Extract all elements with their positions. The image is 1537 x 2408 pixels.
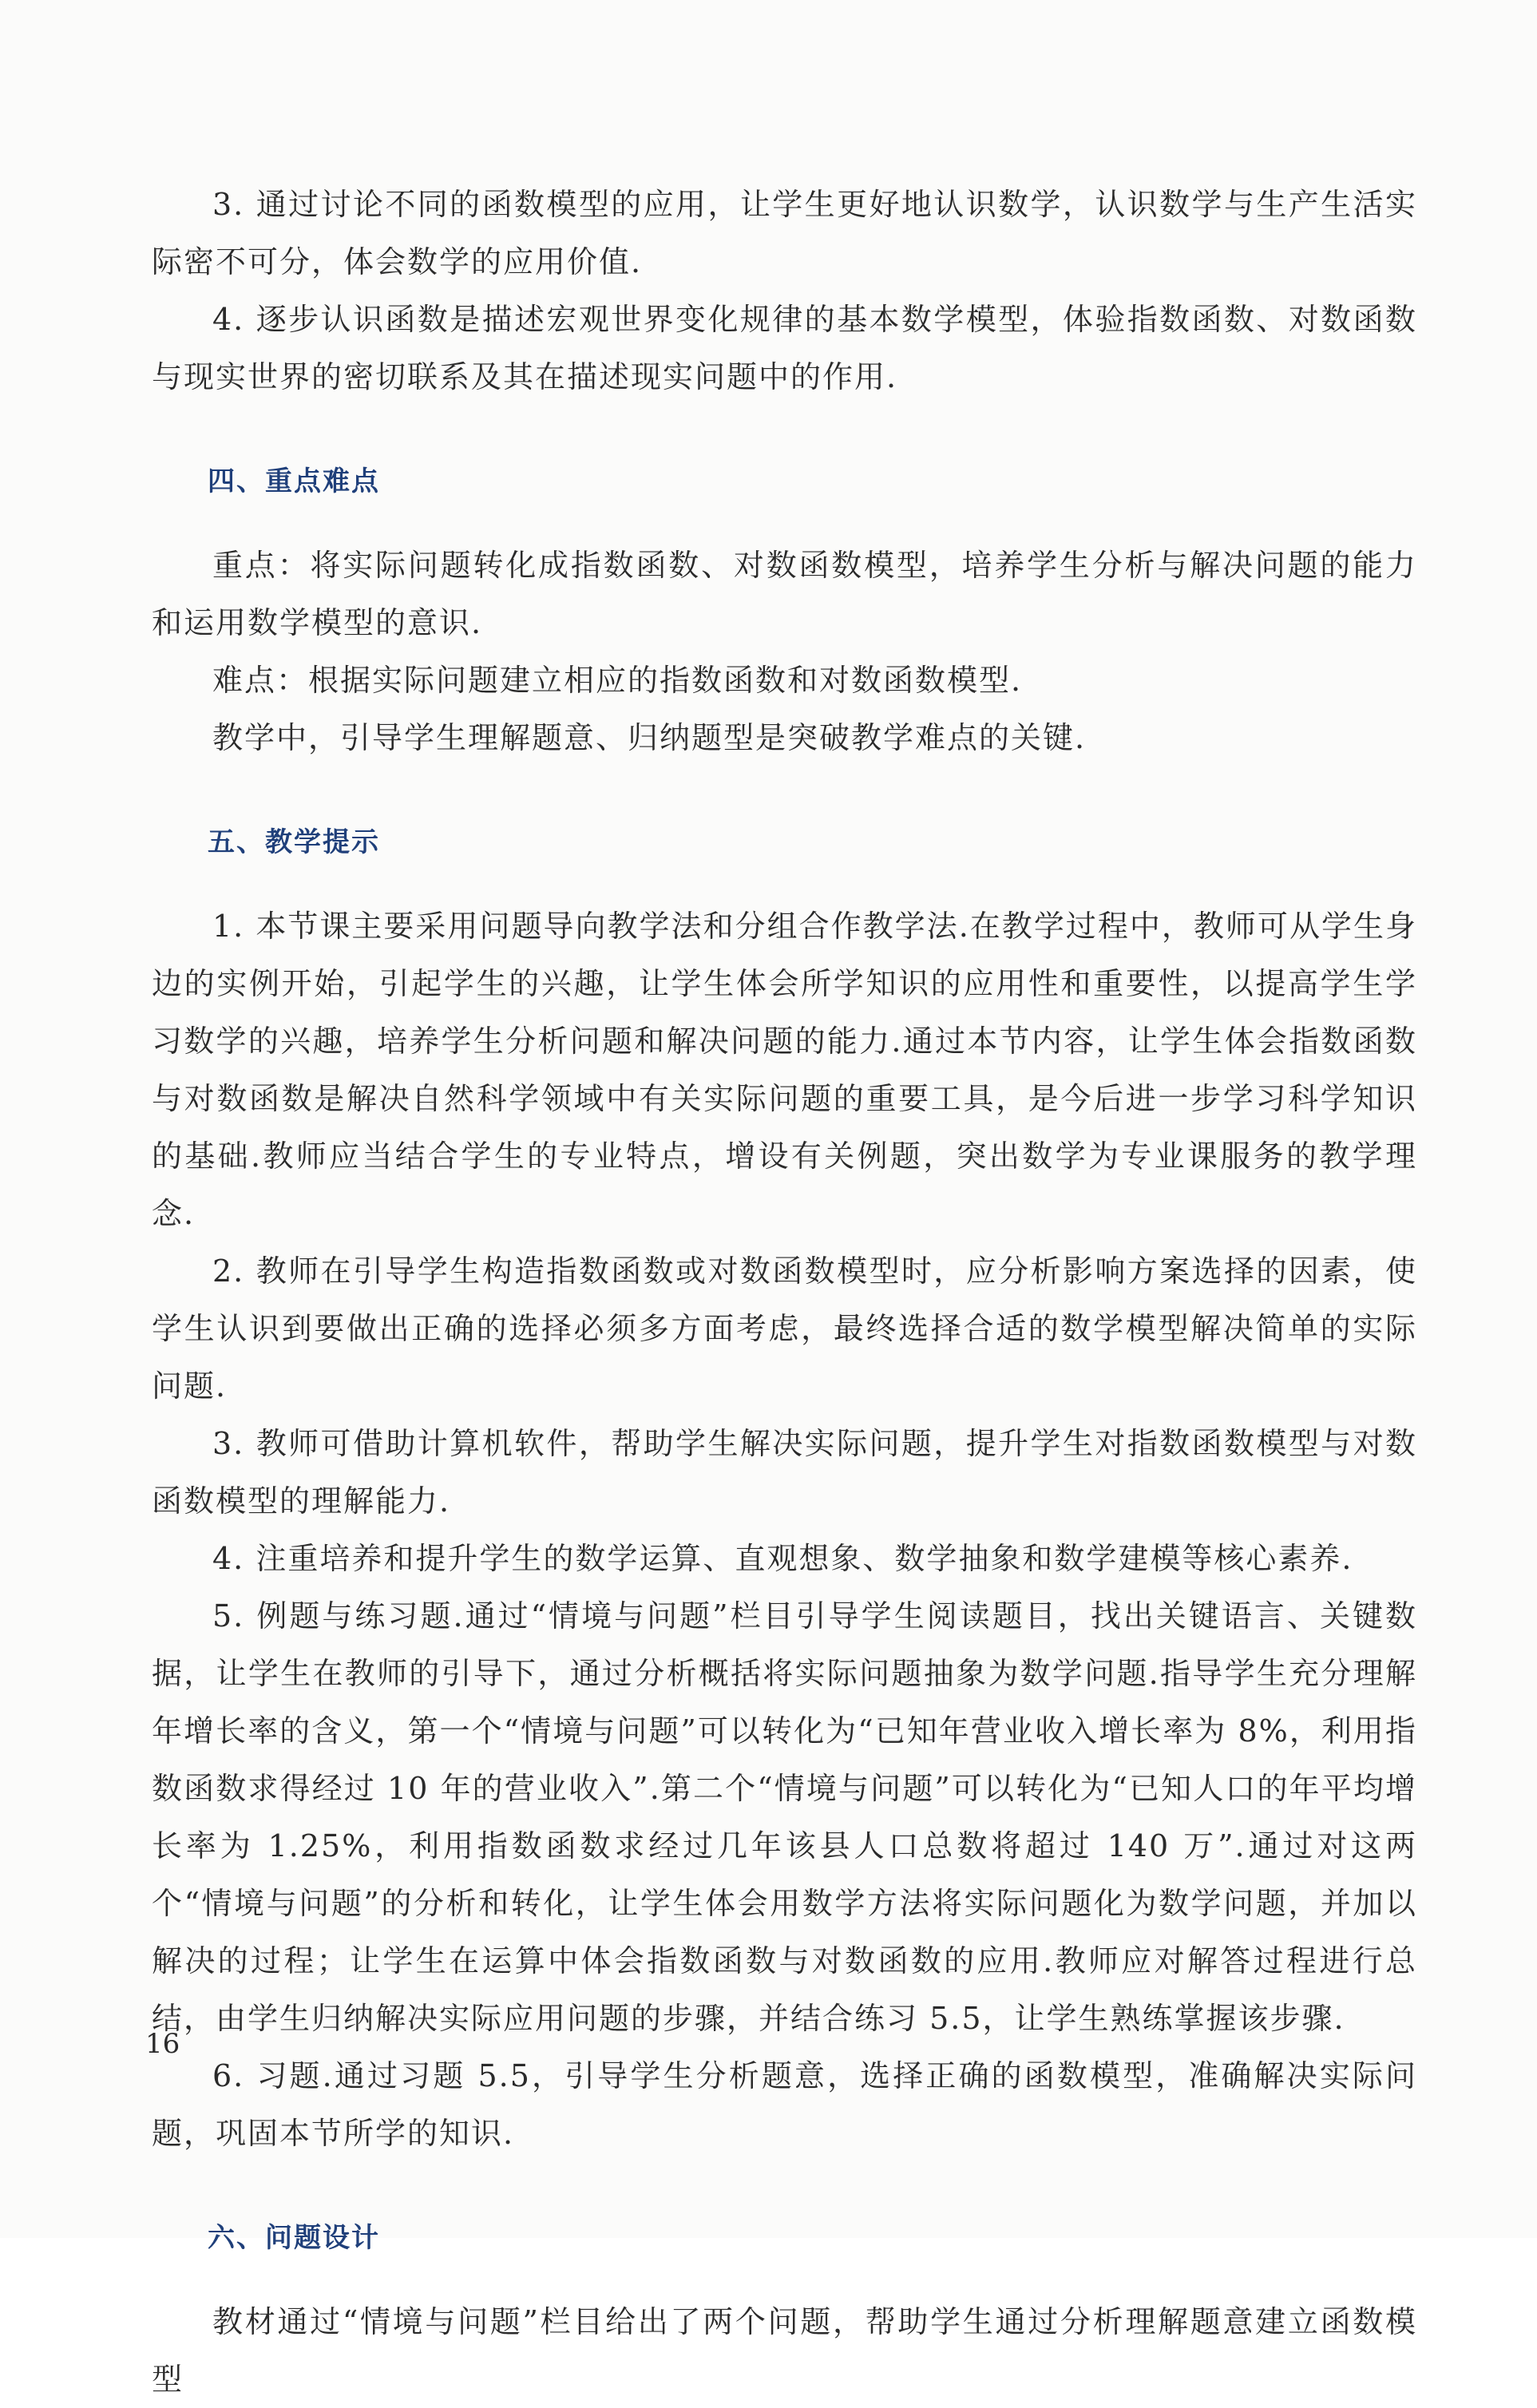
teaching-tip-1: 1. 本节课主要采用问题导向教学法和分组合作教学法.在教学过程中，教师可从学生身边的实例开始，引起学生的兴趣，让学生体会所学知识的应用性和重要性，以提高学生学习数学的兴趣，培养学生分析问题和解决问题的能力.通过本节内容，让学生体会指数函数与对数函数是解决自然科学领域中有关实际问题的重要工具，是今后进一步学习科学知识的基础.教师应当结合学生的专业特点，增设有关例题，突出数学为专业课服务的教学理念. <box>152 909 1417 1231</box>
intro-item-3: 3. 通过讨论不同的函数模型的应用，让学生更好地认识数学，认识数学与生产生活实际密不可分，体会数学的应用价值. <box>152 187 1417 279</box>
teaching-tip-6: 6. 习题.通过习题 5.5，引导学生分析题意，选择正确的函数模型，准确解决实际问题，巩固本节所学的知识. <box>152 2058 1417 2151</box>
teaching-tip-3: 3. 教师可借助计算机软件，帮助学生解决实际问题，提升学生对指数函数模型与对数函数模型的理解能力. <box>152 1426 1417 1519</box>
teaching-difficulty-paragraph: 教学中，引导学生理解题意、归纳题型是突破教学难点的关键. <box>212 720 1087 755</box>
section-heading-key-points: 四、重点难点 <box>208 465 380 497</box>
page-content <box>152 176 1417 2408</box>
intro-item-4: 4. 逐步认识函数是描述宏观世界变化规律的基本数学模型，体验指数函数、对数函数与现实世界的密切联系及其在描述现实问题中的作用. <box>152 302 1417 394</box>
teaching-tip-2: 2. 教师在引导学生构造指数函数或对数函数模型时，应分析影响方案选择的因素，使学生认识到要做出正确的选择必须多方面考虑，最终选择合适的数学模型解决简单的实际问题. <box>152 1254 1417 1404</box>
difficulty-paragraph: 难点：根据实际问题建立相应的指数函数和对数函数模型. <box>212 663 1023 698</box>
key-points-paragraph: 重点：将实际问题转化成指数函数、对数函数模型，培养学生分析与解决问题的能力和运用数学模型的意识. <box>152 548 1417 640</box>
page-number: 16 <box>145 2028 180 2060</box>
teaching-tip-4: 4. 注重培养和提升学生的数学运算、直观想象、数学抽象和数学建模等核心素养. <box>212 1541 1353 1576</box>
teaching-tip-5: 5. 例题与练习题.通过“情境与问题”栏目引导学生阅读题目，找出关键语言、关键数据，让学生在教师的引导下，通过分析概括将实际问题抽象为数学问题.指导学生充分理解年增长率的含义，第一个“情境与问题”可以转化为“已知年营业收入增长率为 8%，利用指数函数求得经过 10 年的营业收入”.第二个“情境与问题”可以转化为“已知人口的年平均增长率为 1.25%，利用指数函数求经过几年该县人口总数将超过 140 万”.通过对这两个“情境与问题”的分析和转化，让学生体会用数学方法将实际问题化为数学问题，并加以解决的过程；让学生在运算中体会指数函数与对数函数的应用.教师应对解答过程进行总结，由学生归纳解决实际应用问题的步骤，并结合练习 5.5，让学生熟练掌握该步骤. <box>152 1598 1417 2036</box>
section-heading-question-design: 六、问题设计 <box>208 2222 380 2254</box>
section-heading-teaching-tips: 五、教学提示 <box>208 826 380 858</box>
question-design-paragraph: 教材通过“情境与问题”栏目给出了两个问题，帮助学生通过分析理解题意建立函数模型 <box>152 2304 1417 2397</box>
